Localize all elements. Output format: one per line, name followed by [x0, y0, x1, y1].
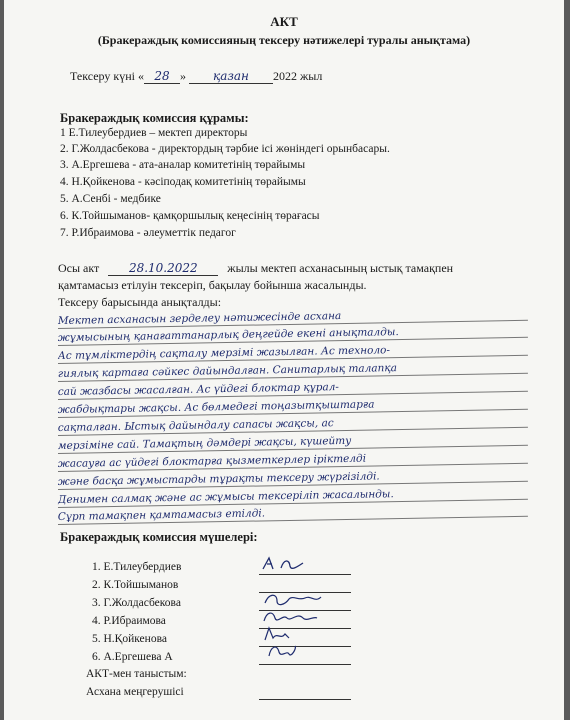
signatory-name: 5. Н.Қойкенова [92, 633, 167, 645]
commission-member: 1 Е.Тилеубердиев – мектеп директоры [60, 127, 248, 139]
findings-line: Мектеп асханасын зерделеу нәтижесінде асхана [58, 306, 528, 329]
findings-label: Тексеру барысында анықталды: [58, 295, 222, 309]
canteen-manager-label: Асхана меңгерушісі [86, 686, 184, 698]
findings-line: жұмысының қанағаттанарлық деңгейде екені анықталды. [58, 323, 528, 346]
findings-line: сай жазбасы жасалған. Ас үйдегі блоктар құрал- [58, 377, 528, 400]
findings-line: Денимен салмақ және ас жұмысы тексеріліп жасалынды. [58, 485, 528, 508]
inspection-date-line [70, 69, 322, 84]
document-title: АКТ [270, 14, 298, 29]
commission-member: 2. Г.Жолдасбекова - директордың тәрбие ісі жөніндегі орынбасары. [60, 143, 390, 155]
signature-line [259, 699, 351, 700]
signatory-name: 6. А.Ергешева А [92, 651, 173, 663]
signatory-name: 1. Е.Тилеубердиев [92, 561, 182, 573]
ack-label: АКТ-мен таныстым: [86, 668, 187, 680]
findings-line: мерзіміне сай. Тамақтың дәмдері жақсы, күшейту [58, 431, 528, 454]
signatory-name: 2. К.Тойшыманов [92, 579, 179, 591]
act-line-2: қамтамасыз етілуін тексеріп, бақылау бойынша жасалынды. [58, 278, 367, 292]
act-line1-rest: жылы мектеп асханасының ыстық тамақпен [227, 261, 454, 275]
date-mid: » [179, 69, 186, 83]
act-date: 28.10.2022 [108, 262, 218, 276]
findings-line: Сұрп тамақпен қамтамасыз етілді. [58, 502, 528, 525]
handwritten-signature [259, 553, 351, 575]
commission-member: 6. К.Тойшыманов- қамқоршылық кеңесінің төрағасы [60, 210, 320, 222]
date-day: 28 [144, 70, 180, 84]
date-suffix: 2022 жыл [272, 69, 323, 83]
signatures-heading: Бракераждық комиссия мүшелері: [60, 530, 258, 544]
findings-line: Ас тұмліктердің сақталу мерзімі жазылған. Ас техноло- [58, 341, 528, 364]
findings-line: гиялық картаға сәйкес дайындалған. Санитарлық талапқа [58, 359, 528, 382]
handwritten-signature [259, 640, 351, 662]
signatory-name: 4. Р.Ибраимова [92, 615, 166, 627]
signatory-name: 3. Г.Жолдасбекова [92, 597, 181, 609]
commission-member: 3. А.Ергешева - ата-аналар комитетінің төрайымы [60, 159, 306, 171]
act-line-1 [58, 261, 453, 276]
commission-member: 5. А.Сенбі - медбике [60, 193, 161, 205]
findings-line: жабдықтары жақсы. Ас бөлмедегі тоңазытқыштарға [58, 395, 528, 418]
findings-line: және басқа жұмыстарды тұрақты тексеру жүргізілді. [58, 467, 528, 490]
findings-line: сақталған. Ыстық дайындалу сапасы жақсы, ас [58, 413, 528, 436]
act-prefix: Осы акт [58, 261, 100, 275]
document-subtitle: (Бракераждық комиссияның тексеру нәтижелері туралы анықтама) [97, 33, 471, 47]
signature-line [259, 664, 351, 665]
commission-heading: Бракераждық комиссия құрамы: [60, 111, 249, 125]
date-prefix: Тексеру күні « [70, 69, 144, 83]
commission-member: 4. Н.Қойкенова - кәсіподақ комитетінің төрайымы [60, 176, 306, 188]
findings-line: жасауға ас үйдегі блоктарға қызметкерлер іріктелді [58, 449, 528, 472]
document-page [4, 0, 564, 720]
commission-member: 7. Р.Ибраимова - әлеуметтік педагог [60, 227, 236, 239]
date-month: қазан [189, 70, 273, 84]
